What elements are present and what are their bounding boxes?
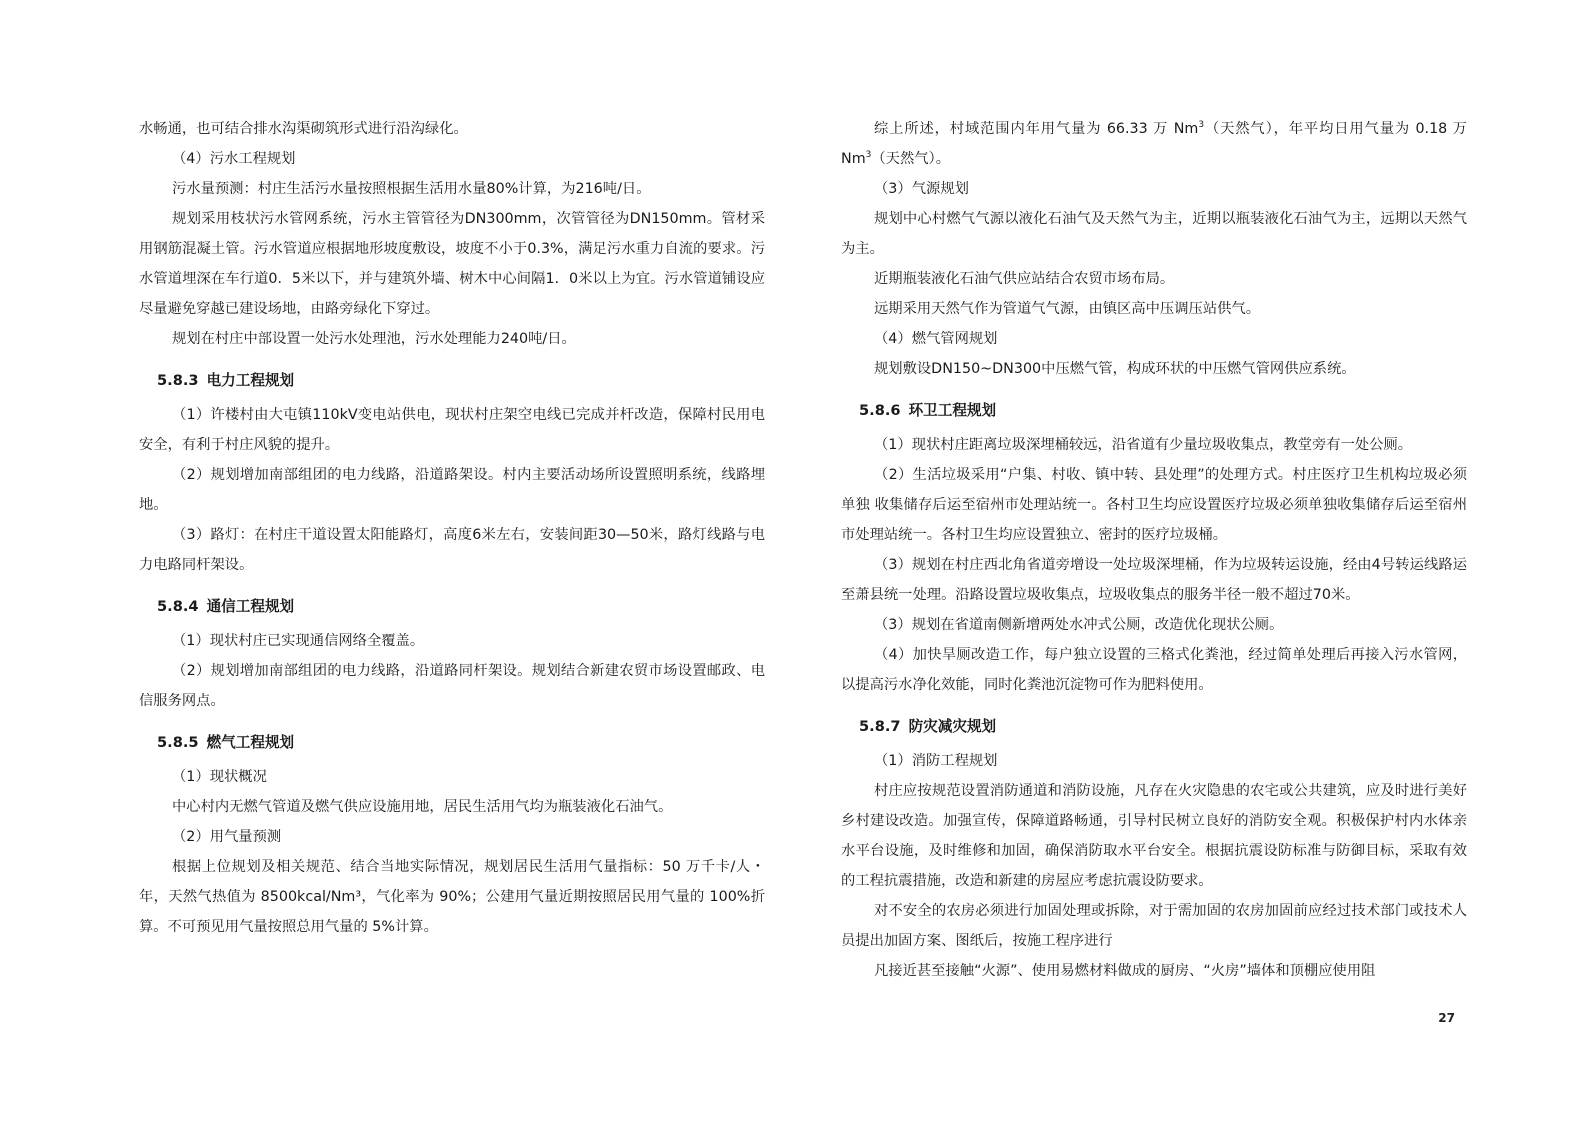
paragraph: 根据上位规划及相关规范、结合当地实际情况，规划居民生活用气量指标：50 万千卡/人・年，天然气热值为 8500kcal/Nm³，气化率为 90%；公建用气量近期按照居民用气量的 100%折算。不可预见用气量按照总用气量的 5%计算。 — [139, 859, 765, 935]
paragraph: （1）许楼村由大屯镇110kV变电站供电，现状村庄架空电线已完成并杆改造，保障村民用电安全，有利于村庄风貌的提升。 — [139, 407, 765, 453]
page-number: 27 — [1438, 1011, 1455, 1025]
paragraph: 规划敷设DN150~DN300中压燃气管，构成环状的中压燃气管网供应系统。 — [874, 361, 1356, 377]
subheading: （3）气源规划 — [874, 181, 969, 197]
paragraph: 村庄应按规范设置消防通道和消防设施，凡存在火灾隐患的农宅或公共建筑，应及时进行美好乡村建设改造。加强宣传，保障道路畅通，引导村民树立良好的消防安全观。积极保护村内水体亲水平台设施，及时维修和加固，确保消防取水平台安全。根据抗震设防标准与防御目标，采取有效的工程抗震措施，改造和新建的房屋应考虑抗震设防要求。 — [841, 783, 1467, 889]
paragraph: 水畅通，也可结合排水沟渠砌筑形式进行沿沟绿化。 — [139, 121, 468, 137]
subheading: （1）消防工程规划 — [874, 753, 998, 769]
paragraph: 规划采用枝状污水管网系统，污水主管管径为DN300mm，次管管径为DN150mm。管材采用钢筋混凝土管。污水管道应根据地形坡度敷设，坡度不小于0.3%，满足污水重力自流的要求。污水管道埋深在车行道0．5米以下，并与建筑外墙、树木中心间隔1．0米以上为宜。污水管道铺设应尽量避免穿越已建设场地，由路旁绿化下穿过。 — [139, 211, 765, 317]
section-heading-5-8-5: 5.8.5 燃气工程规划 — [157, 734, 295, 751]
subheading: （4）燃气管网规划 — [874, 331, 998, 347]
paragraph: （3）规划在省道南侧新增两处水冲式公厕，改造优化现状公厕。 — [874, 617, 1284, 633]
subheading: （1）现状概况 — [172, 769, 267, 785]
section-heading-5-8-7: 5.8.7 防灾减灾规划 — [859, 718, 997, 735]
paragraph: 规划中心村燃气气源以液化石油气及天然气为主，近期以瓶装液化石油气为主，远期以天然气为主。 — [841, 211, 1467, 257]
paragraph: 规划在村庄中部设置一处污水处理池，污水处理能力240吨/日。 — [172, 331, 576, 347]
paragraph: （3）路灯：在村庄干道设置太阳能路灯，高度6米左右，安装间距30—50米，路灯线路与电力电路同杆架设。 — [139, 527, 765, 573]
section-heading-5-8-3: 5.8.3 电力工程规划 — [157, 372, 295, 389]
paragraph: （1）现状村庄距离垃圾深埋桶较远，沿省道有少量垃圾收集点，教堂旁有一处公厕。 — [874, 437, 1413, 453]
paragraph: （3）规划在村庄西北角省道旁增设一处垃圾深埋桶，作为垃圾转运设施，经由4号转运线路运至萧县统一处理。沿路设置垃圾收集点，垃圾收集点的服务半径一般不超过70米。 — [841, 557, 1467, 603]
paragraph: 凡接近甚至接触“火源”、使用易燃材料做成的厨房、“火房”墙体和顶棚应使用阻 — [874, 963, 1376, 979]
subheading-sewage: （4）污水工程规划 — [172, 151, 296, 167]
paragraph: 对不安全的农房必须进行加固处理或拆除，对于需加固的农房加固前应经过技术部门或技术人员提出加固方案、图纸后，按施工程序进行 — [841, 903, 1467, 949]
subheading: （2）用气量预测 — [172, 829, 282, 845]
paragraph: 近期瓶装液化石油气供应站结合农贸市场布局。 — [874, 271, 1175, 287]
paragraph: （1）现状村庄已实现通信网络全覆盖。 — [172, 633, 425, 649]
paragraph: （2）规划增加南部组团的电力线路，沿道路同杆架设。规划结合新建农贸市场设置邮政、电信服务网点。 — [139, 663, 765, 709]
paragraph: （4）加快旱厕改造工作，每户独立设置的三格式化粪池，经过简单处理后再接入污水管网，以提高污水净化效能，同时化粪池沉淀物可作为肥料使用。 — [841, 647, 1467, 693]
paragraph: 污水量预测：村庄生活污水量按照根据生活用水量80%计算，为216吨/日。 — [172, 181, 651, 197]
left-column — [139, 114, 765, 942]
paragraph: （2）规划增加南部组团的电力线路，沿道路架设。村内主要活动场所设置照明系统，线路埋地。 — [139, 467, 765, 513]
paragraph: （2）生活垃圾采用“户集、村收、镇中转、县处理”的处理方式。村庄医疗卫生机构垃圾必须单独 收集储存后运至宿州市处理站统一。各村卫生均应设置医疗垃圾必须单独收集储存后运至宿州市处理站统一。各村卫生均应设置独立、密封的医疗垃圾桶。 — [841, 467, 1467, 543]
section-heading-5-8-6: 5.8.6 环卫工程规划 — [859, 402, 997, 419]
paragraph: 综上所述，村域范围内年用气量为 66.33 万 Nm$^3$（天然气），年平均日用气量为 0.18 万 Nm$^3$（天然气）。 — [841, 120, 1467, 167]
right-column — [841, 114, 1467, 986]
paragraph: 远期采用天然气作为管道气气源，由镇区高中压调压站供气。 — [874, 301, 1261, 317]
paragraph: 中心村内无燃气管道及燃气供应设施用地，居民生活用气均为瓶装液化石油气。 — [172, 799, 673, 815]
section-heading-5-8-4: 5.8.4 通信工程规划 — [157, 598, 295, 615]
